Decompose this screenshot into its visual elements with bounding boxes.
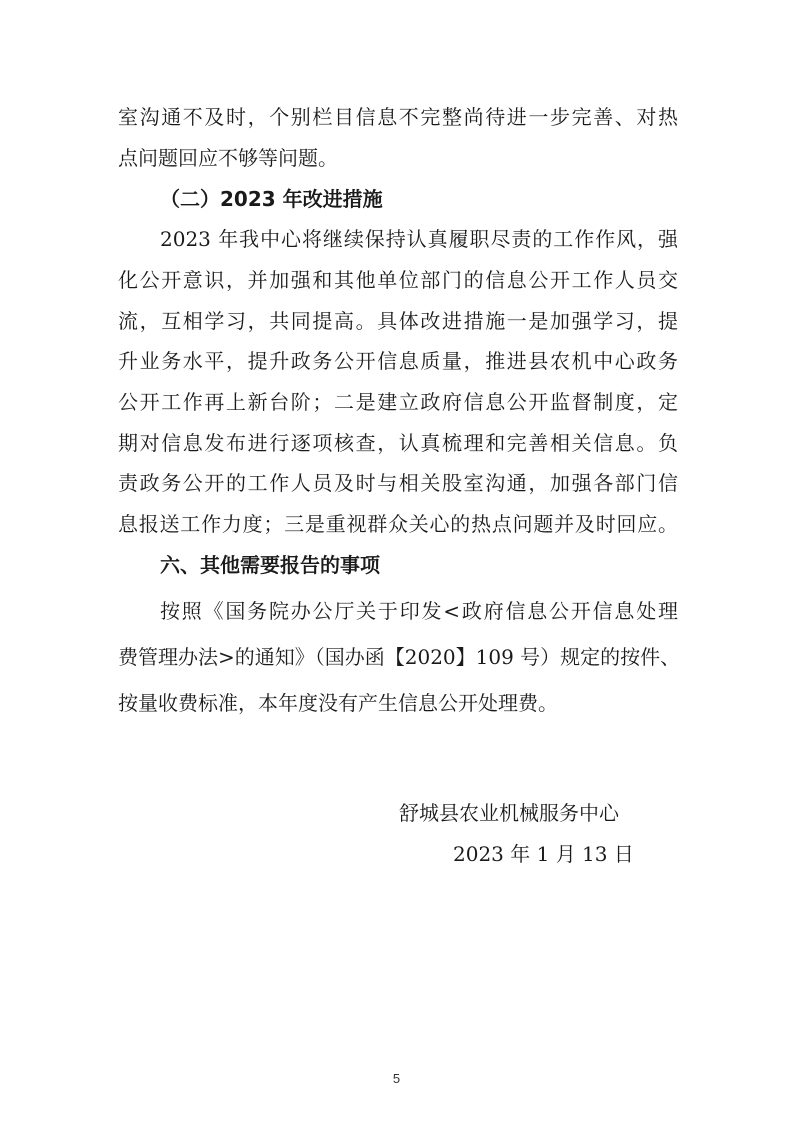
paragraph-line: 流，互相学习，共同提高。具体改进措施一是加强学习，提 <box>118 309 678 333</box>
paragraph-line: 公开工作再上新台阶；二是建立政府信息公开监督制度，定 <box>118 390 678 414</box>
paragraph-line: 按照《国务院办公厅关于印发<政府信息公开信息处理 <box>160 599 678 623</box>
page-number: 5 <box>392 1071 401 1086</box>
paragraph-line: 室沟通不及时，个别栏目信息不完整尚待进一步完善、对热 <box>118 105 678 129</box>
paragraph-line: 按量收费标准，本年度没有产生信息公开处理费。 <box>118 691 558 715</box>
paragraph-line: 期对信息发布进行逐项核查，认真梳理和完善相关信息。负 <box>118 431 678 455</box>
paragraph-line: 2023 年我中心将继续保持认真履职尽责的工作作风，强 <box>160 227 678 251</box>
section-heading-improvement: （二）2023 年改进措施 <box>160 187 383 211</box>
paragraph-line: 责政务公开的工作人员及时与相关股室沟通，加强各部门信 <box>118 471 678 495</box>
paragraph-line: 点问题回应不够等问题。 <box>118 146 338 170</box>
paragraph-line: 息报送工作力度；三是重视群众关心的热点问题并及时回应。 <box>118 512 678 536</box>
paragraph-line: 费管理办法>的通知》（国办函【2020】109 号）规定的按件、 <box>118 645 681 669</box>
section-heading-other-matters: 六、其他需要报告的事项 <box>160 553 380 577</box>
paragraph-line: 化公开意识，并加强和其他单位部门的信息公开工作人员交 <box>118 268 678 292</box>
paragraph-line: 升业务水平，提升政务公开信息质量，推进县农机中心政务 <box>118 349 678 373</box>
signature-org: 舒城县农业机械服务中心 <box>399 801 619 825</box>
signature-date: 2023 年 1 月 13 日 <box>453 842 634 866</box>
